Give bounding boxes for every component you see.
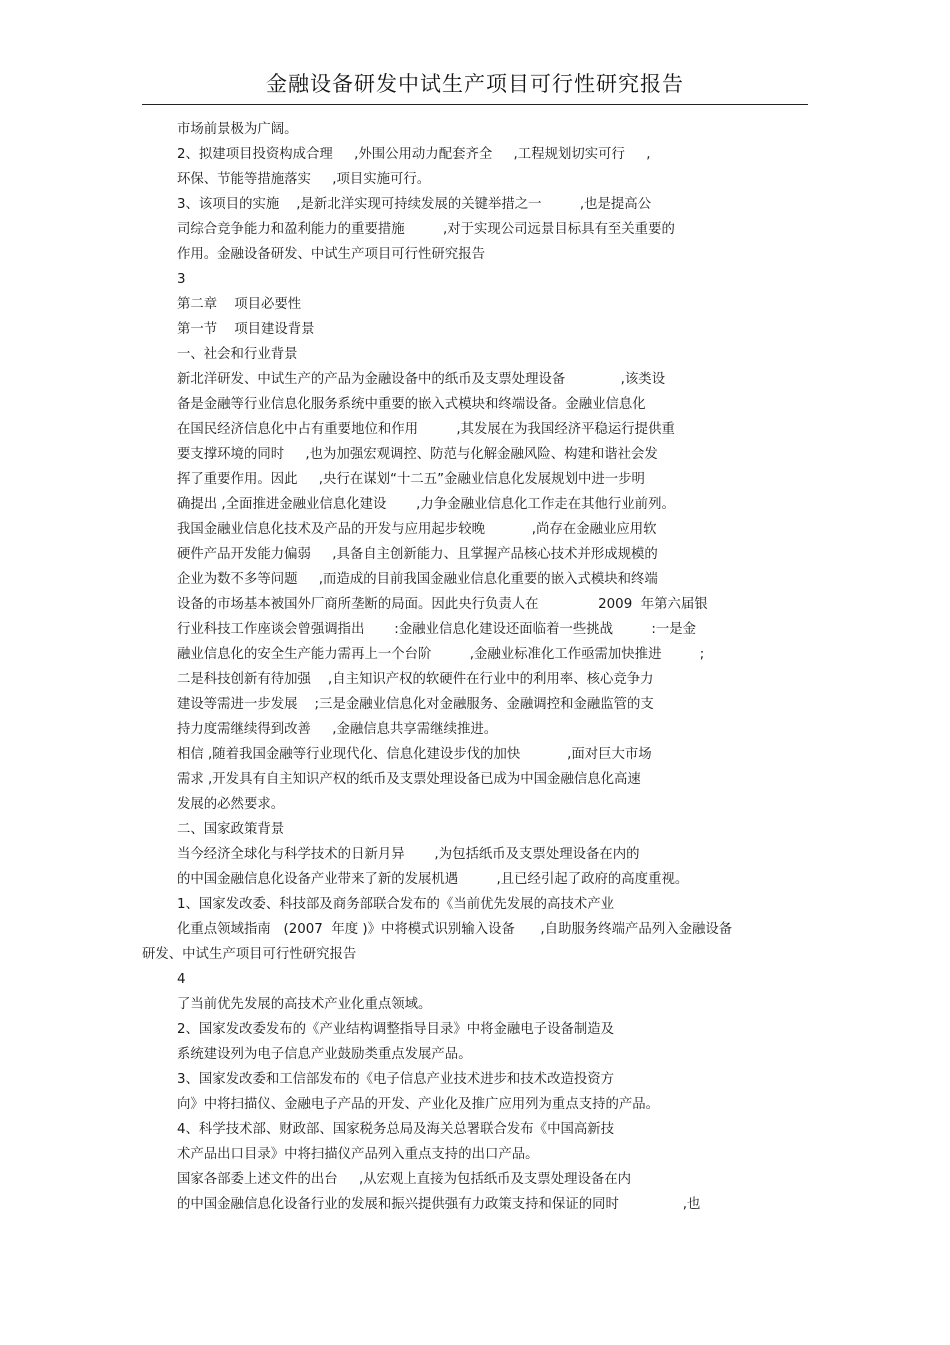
text-line: 3 <box>177 272 186 287</box>
text-line: 当今经济全球化与科学技术的日新月异 ,为包括纸币及支票处理设备在内的 <box>177 847 640 862</box>
text-line: 4 <box>177 972 186 987</box>
text-line: 研发、中试生产项目可行性研究报告 <box>142 947 357 962</box>
text-line: 术产品出口目录》中将扫描仪产品列入重点支持的出口产品。 <box>177 1147 539 1162</box>
document-body <box>0 117 950 1217</box>
text-line: 2、拟建项目投资构成合理 ,外围公用动力配套齐全 ,工程规划切实可行 , <box>177 147 651 162</box>
text-line: 国家各部委上述文件的出台 ,从宏观上直接为包括纸币及支票处理设备在内 <box>177 1172 632 1187</box>
text-line: 市场前景极为广阔。 <box>177 122 298 137</box>
text-line: 第一节 项目建设背景 <box>177 322 315 337</box>
text-line: 3、该项目的实施 ,是新北洋实现可持续发展的关键举措之一 ,也是提高公 <box>177 197 652 212</box>
text-line: 要支撑环境的同时 ,也为加强宏观调控、防范与化解金融风险、构建和谐社会发 <box>177 447 658 462</box>
text-line: 确提出 ,全面推进金融业信息化建设 ,力争金融业信息化工作走在其他行业前列。 <box>177 497 675 512</box>
text-line: 4、科学技术部、财政部、国家税务总局及海关总署联合发布《中国高新技 <box>177 1122 615 1137</box>
text-line: 3、国家发改委和工信部发布的《电子信息产业技术进步和技术改造投资方 <box>177 1072 615 1087</box>
page-header-title: 金融设备研发中试生产项目可行性研究报告 <box>266 72 684 96</box>
text-line: 发展的必然要求。 <box>177 797 285 812</box>
text-line: 挥了重要作用。因此 ,央行在谋划“十二五”金融业信息化发展规划中进一步明 <box>177 472 645 487</box>
text-line: 相信 ,随着我国金融等行业现代化、信息化建设步伐的加快 ,面对巨大市场 <box>177 747 652 762</box>
text-line: 持力度需继续得到改善 ,金融信息共享需继续推进。 <box>177 722 498 737</box>
text-line: 作用。金融设备研发、中试生产项目可行性研究报告 <box>177 247 485 262</box>
text-line: 在国民经济信息化中占有重要地位和作用 ,其发展在为我国经济平稳运行提供重 <box>177 422 675 437</box>
text-line: 一、社会和行业背景 <box>177 347 298 362</box>
text-line: 融业信息化的安全生产能力需再上一个台阶 ,金融业标准化工作亟需加快推进 ; <box>177 647 705 662</box>
text-line: 新北洋研发、中试生产的产品为金融设备中的纸币及支票处理设备 ,该类设 <box>177 372 666 387</box>
text-line: 行业科技工作座谈会曾强调指出 :金融业信息化建设还面临着一些挑战 :一是金 <box>177 622 697 637</box>
text-line: 设备的市场基本被国外厂商所垄断的局面。因此央行负责人在 2009 年第六届银 <box>177 597 708 612</box>
text-line: 建设等需进一步发展 ;三是金融业信息化对金融服务、金融调控和金融监管的支 <box>177 697 654 712</box>
text-line: 二、国家政策背景 <box>177 822 285 837</box>
text-line: 我国金融业信息化技术及产品的开发与应用起步较晚 ,尚存在金融业应用软 <box>177 522 657 537</box>
text-line: 系统建设列为电子信息产业鼓励类重点发展产品。 <box>177 1047 472 1062</box>
text-line: 企业为数不多等问题 ,而造成的目前我国金融业信息化重要的嵌入式模块和终端 <box>177 572 658 587</box>
text-line: 备是金融等行业信息化服务系统中重要的嵌入式模块和终端设备。金融业信息化 <box>177 397 646 412</box>
text-line: 化重点领域指南 (2007 年度 )》中将模式识别输入设备 ,自助服务终端产品列入金融设备 <box>177 922 733 937</box>
text-line: 环保、节能等措施落实 ,项目实施可行。 <box>177 172 431 187</box>
text-line: 的中国金融信息化设备行业的发展和振兴提供强有力政策支持和保证的同时 ,也 <box>177 1197 701 1212</box>
text-line: 司综合竞争能力和盈利能力的重要措施 ,对于实现公司远景目标具有至关重要的 <box>177 222 675 237</box>
text-line: 二是科技创新有待加强 ,自主知识产权的软硬件在行业中的利用率、核心竞争力 <box>177 672 654 687</box>
text-line: 向》中将扫描仪、金融电子产品的开发、产业化及推广应用列为重点支持的产品。 <box>177 1097 660 1112</box>
text-line: 第二章 项目必要性 <box>177 297 302 312</box>
header-divider <box>142 104 808 105</box>
text-line: 的中国金融信息化设备产业带来了新的发展机遇 ,且已经引起了政府的高度重视。 <box>177 872 689 887</box>
text-line: 1、国家发改委、科技部及商务部联合发布的《当前优先发展的高技术产业 <box>177 897 615 912</box>
text-line: 了当前优先发展的高技术产业化重点领域。 <box>177 997 432 1012</box>
text-line: 2、国家发改委发布的《产业结构调整指导目录》中将金融电子设备制造及 <box>177 1022 615 1037</box>
text-line: 硬件产品开发能力偏弱 ,具备自主创新能力、且掌握产品核心技术并形成规模的 <box>177 547 658 562</box>
text-line: 需求 ,开发具有自主知识产权的纸币及支票处理设备已成为中国金融信息化高速 <box>177 772 641 787</box>
